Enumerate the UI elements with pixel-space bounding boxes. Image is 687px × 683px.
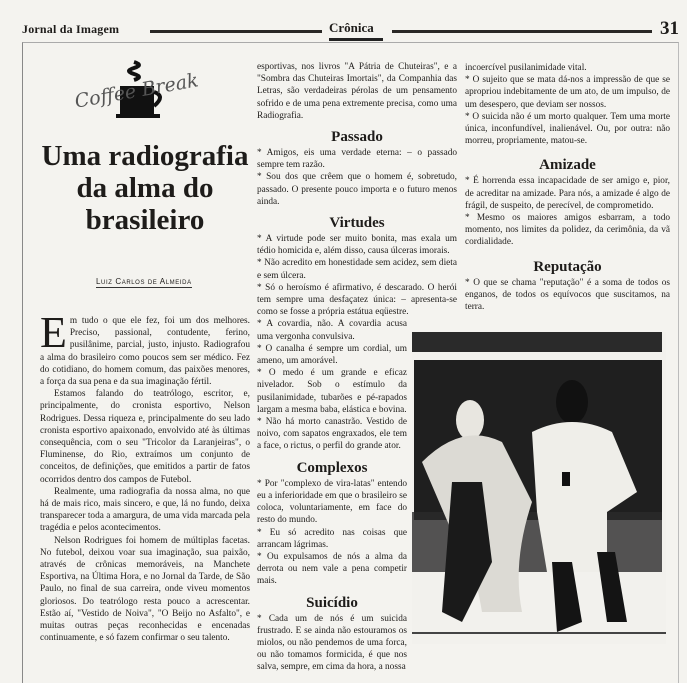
paragraph: Estamos falando do teatrólogo, escritor, e, principalmente, do cronista esportivo, Nelson Rodrigues. Dessa riqueza e, principalmente do seu lado cronista esportivo apaixonado, envolvido até às últimas consequência, com o seu "Tricolor da Laranjeiras", o Fluminense, do Rio, extraímos um conjunto de conceitos, de definições, que emitidos a partir de fatos ocorridos dentro dos campos de Futebol. <box>40 389 250 485</box>
title-line: da alma do <box>76 172 214 204</box>
section-underline <box>329 38 383 41</box>
quote-item: incoercível pusilanimidade vital. <box>465 63 587 73</box>
quote-item: * Amigos, eis uma verdade eterna: – o passado sempre tem razão. <box>257 148 457 171</box>
quote-item: * Só o heroísmo é afirmativo, é descarado. O herói tem sempre uma desfaçatez única: – apresenta-se como se fosse a própria estátua eqüestre. <box>257 282 457 318</box>
quote-item: * Por "complexo de vira-latas" entendo eu a inferioridade em que o brasileiro se coloca, voluntariamente, em face do resto do mundo. <box>257 478 407 526</box>
section-heading-reputacao: Reputação <box>533 258 602 275</box>
column-3 <box>465 62 670 313</box>
logo-text: Coffee Break <box>73 69 201 113</box>
title-line: brasileiro <box>85 204 205 236</box>
paragraph: m tudo o que ele fez, foi um dos melhores. Preciso, passional, contudente, ferino, pusilânime, parcial, justo, injusto. Radiografou a alma do brasileiro como poucos sem ser médico. Fez do cotidiano, do homem comum, das paixões menores, a força da sua pena e da sua imaginação fértil. <box>40 316 250 388</box>
quote-item: * Não há morto canastrão. Vestido de noivo, com sapatos engraxados, ele tem a face, o rictus, o perfil do grande ator. <box>257 417 407 452</box>
article-title <box>34 140 256 236</box>
quote-item: * A virtude pode ser muito bonita, mas exala um tédio homicida e, além disso, causa úlceras imorais. <box>257 234 457 257</box>
paragraph: esportivas, nos livros "A Pátria de Chuteiras", e a "Sombra das Chuteiras Imortais", da Companhia das Letras, são verdadeiras pérolas de um pensamento sofrido e de uma pena extremente precisa, como uma Radiografia. <box>257 62 457 121</box>
section-heading-suicidio: Suicídio <box>306 594 358 611</box>
byline: Luiz Carlos de Almeida <box>96 277 192 286</box>
quote-item: * O medo é um grande e eficaz nivelador. Sob o estímulo da pusilanimidade, tubarões e pé-rapados largam a mesma baba, elástica e bovina. <box>257 368 407 415</box>
quote-item: * Eu só acredito nas coisas que arrancam lágrimas. <box>257 527 407 550</box>
quote-item: * É horrenda essa incapacidade de ser amigo e, pior, de acreditar na amizade. Para nós, a amizade é algo de frágil, de suspeito, de perecível, de comprometido. <box>465 176 670 211</box>
paragraph: Realmente, uma radiografia da nossa alma, no que há de mais rico, mais sincero, e que, lá no fundo, deixa transparecer toda a amargura, de uma vida marcada pela tragédia e pelos acontecimentos. <box>40 486 250 534</box>
quote-item: * O suicida não é um morto qualquer. Tem uma morte única, inconfundível, inalienável. Ou, por outra: não morreu, propriamente, matou-se. <box>465 111 670 147</box>
title-line: Uma radiografia <box>41 140 249 172</box>
section-heading-virtudes: Virtudes <box>329 215 385 232</box>
quote-item: * Sou dos que crêem que o homem é, sobretudo, passado. O presente pouco importa e o futuro menos ainda. <box>257 172 457 207</box>
quote-item: * A covardia, não. A covardia acusa uma vergonha convulsiva. <box>257 319 407 342</box>
paragraph: Nelson Rodrigues foi homem de múltiplas facetas. No futebol, deixou voar sua imaginação, sua paixão, através de crônicas memoráveis, na Manchete Esportiva, na Última Hora, e no Jornal da Tarde, de São Paulo, no final de sua carreira, onde viveu momentos gloriosos. Do teatrólogo resta pouco a acrescentar. Estão aí, "Vestido de Noiva", "O Beijo no Asfalto", e muitas outras peças reconhecidas e encenadas continuamente, e só fazem confirmar o seu talento. <box>40 535 250 644</box>
football-players-photo <box>412 332 666 644</box>
quote-item: * O canalha é sempre um cordial, um ameno, um amorável. <box>257 343 407 367</box>
drop-cap: E <box>40 308 67 357</box>
publication-name: Jornal da Imagem <box>22 22 120 36</box>
quote-item: * Cada um de nós é um suicida frustrado. E se ainda não estouramos os miolos, ou não pendemos de uma forca, ou não tomamos formicida, é que nos salva, sempre, em cima da hora, a nossa <box>257 613 407 673</box>
section-heading-amizade: Amizade <box>539 157 596 174</box>
quote-item: * O que se chama "reputação" é a soma de todos os enganos, de todos os equívocos que suscitamos, na terra. <box>465 277 670 313</box>
column-1 <box>40 308 250 644</box>
header-rule <box>150 30 322 33</box>
page-header <box>22 20 677 40</box>
quote-item: * Mesmo os maiores amigos esbarram, a todo momento, nos limites da polidez, da cerimônia, da vã cordialidade. <box>465 213 670 248</box>
quote-item: * Ou expulsamos de nós a alma da derrota ou nem vale a pena competir mais. <box>257 551 407 587</box>
section-heading-passado: Passado <box>331 129 383 146</box>
quote-item: * Não acredito em honestidade sem acidez, sem dieta e sem úlcera. <box>257 258 457 281</box>
page-number: 31 <box>660 18 679 39</box>
coffee-break-logo <box>72 60 212 130</box>
header-rule <box>392 30 652 33</box>
section-name: Crônica <box>329 20 374 35</box>
quote-item: * O sujeito que se mata dá-nos a impressão de que se apropriou indebitamente de um ato, de um impulso, de um desespero, que deviam ser nossos. <box>465 75 670 110</box>
section-heading-complexos: Complexos <box>296 459 368 476</box>
